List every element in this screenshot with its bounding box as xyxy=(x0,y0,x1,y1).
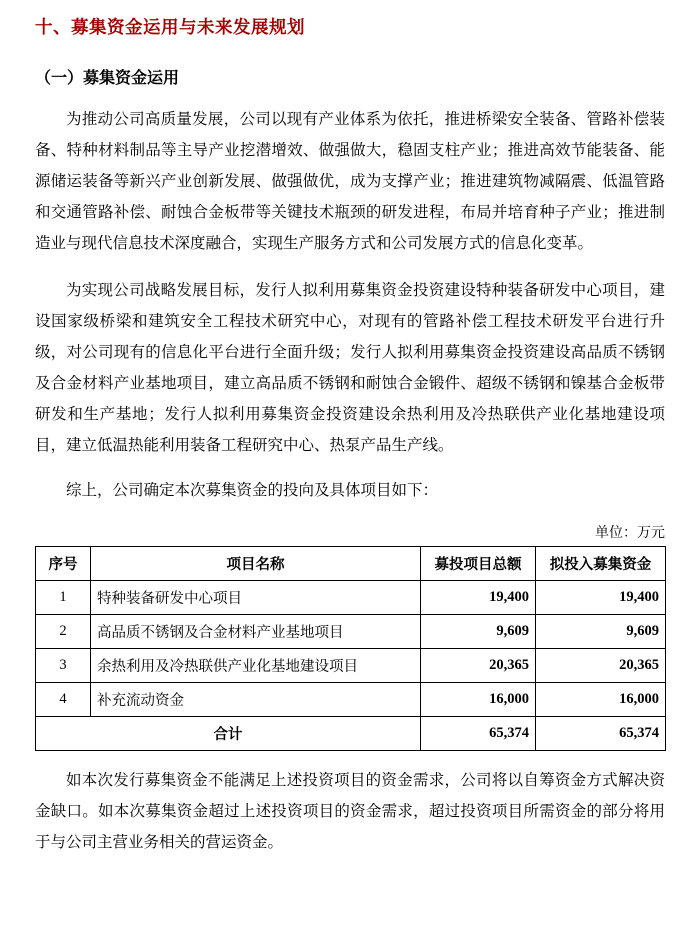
paragraph-projects: 为实现公司战略发展目标，发行人拟利用募集资金投资建设特种装备研发中心项目，建设国家级桥梁和建筑安全工程技术研究中心，对现有的管路补偿工程技术研发平台进行升级，对公司现有的信息化平台进行全面升级；发行人拟利用募集资金投资建设高品质不锈钢及合金材料产业基地项目，建立高品质不锈钢和耐蚀合金锻件、超级不锈钢和镍基合金板带研发和生产基地；发行人拟利用募集资金投资建设余热利用及冷热联供产业化基地建设项目，建立低温热能利用装备工程研究中心、热泵产品生产线。 xyxy=(35,282,665,454)
cell-no: 3 xyxy=(36,649,91,683)
section-title: 十、募集资金运用与未来发展规划 xyxy=(35,17,305,37)
header-cell-total: 募投项目总额 xyxy=(421,547,536,581)
fundraising-projects-table xyxy=(35,546,666,751)
header-cell-raised: 拟投入募集资金 xyxy=(536,547,666,581)
paragraph-strategy: 为推动公司高质量发展，公司以现有产业体系为依托，推进桥梁安全装备、管路补偿装备、特种材料制品等主导产业挖潜增效、做强做大，稳固支柱产业；推进高效节能装备、能源储运装备等新兴产业创新发展、做强做优，成为支撑产业；推进建筑物减隔震、低温管路和交通管路补偿、耐蚀合金板带等关键技术瓶颈的研发进程，布局并培育种子产业；推进制造业与现代信息技术深度融合，实现生产服务方式和公司发展方式的信息化变革。 xyxy=(35,111,665,252)
cell-name: 补充流动资金 xyxy=(91,683,421,717)
cell-raised: 19,400 xyxy=(536,581,666,615)
cell-no: 1 xyxy=(36,581,91,615)
table-row xyxy=(36,615,666,649)
cell-no: 4 xyxy=(36,683,91,717)
cell-raised: 16,000 xyxy=(536,683,666,717)
table-header-row xyxy=(36,547,666,581)
paragraph-summary-lead: 综上，公司确定本次募集资金的投向及具体项目如下： xyxy=(66,482,439,499)
cell-raised: 20,365 xyxy=(536,649,666,683)
cell-no: 2 xyxy=(36,615,91,649)
cell-total: 9,609 xyxy=(421,615,536,649)
header-cell-name: 项目名称 xyxy=(91,547,421,581)
cell-name: 特种装备研发中心项目 xyxy=(91,581,421,615)
total-raised-cell: 65,374 xyxy=(536,717,666,751)
table-row xyxy=(36,683,666,717)
cell-name: 高品质不锈钢及合金材料产业基地项目 xyxy=(91,615,421,649)
table-row xyxy=(36,649,666,683)
table-total-row xyxy=(36,717,666,751)
cell-total: 19,400 xyxy=(421,581,536,615)
table-row xyxy=(36,581,666,615)
paragraph-shortfall-note: 如本次发行募集资金不能满足上述投资项目的资金需求，公司将以自筹资金方式解决资金缺口。如本次募集资金超过上述投资项目的资金需求，超过投资项目所需资金的部分将用于与公司主营业务相关的营运资金。 xyxy=(35,772,665,851)
total-total-cell: 65,374 xyxy=(421,717,536,751)
subsection-title: （一）募集资金运用 xyxy=(35,70,180,87)
cell-name: 余热利用及冷热联供产业化基地建设项目 xyxy=(91,649,421,683)
header-cell-no: 序号 xyxy=(36,547,91,581)
table-unit-label: 单位：万元 xyxy=(595,526,665,541)
total-label-cell: 合计 xyxy=(36,717,421,751)
cell-total: 16,000 xyxy=(421,683,536,717)
cell-total: 20,365 xyxy=(421,649,536,683)
cell-raised: 9,609 xyxy=(536,615,666,649)
